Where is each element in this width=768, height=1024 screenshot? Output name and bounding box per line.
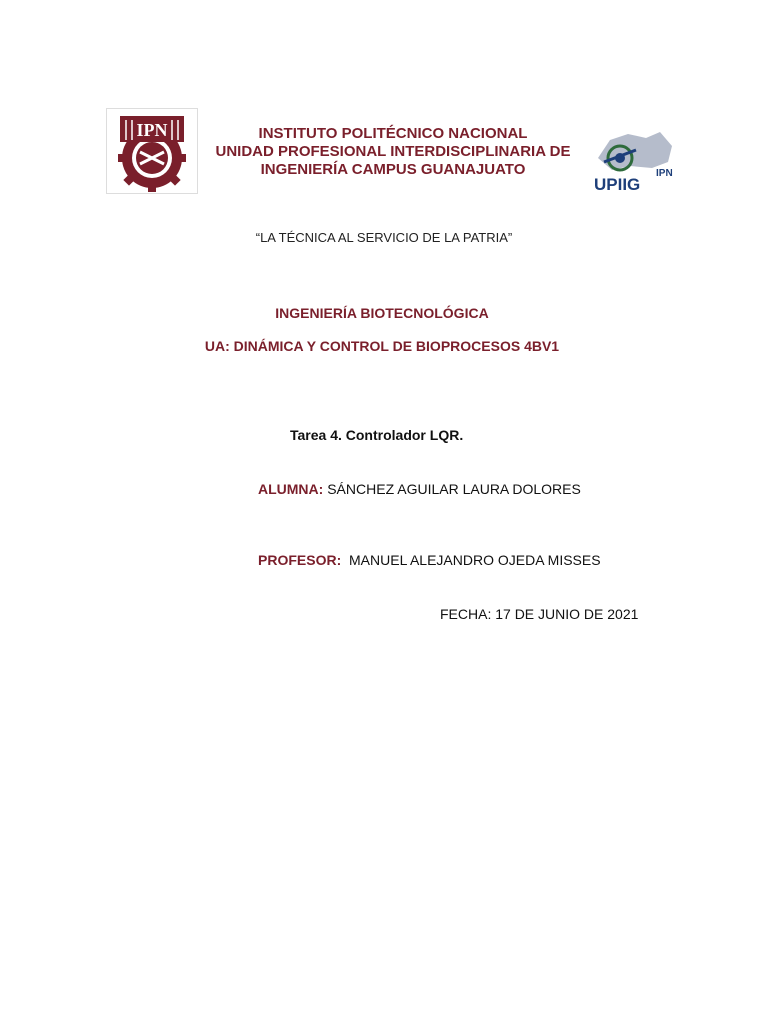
upiig-logo: [590, 128, 676, 192]
ipn-logo: [106, 108, 198, 194]
motto: “LA TÉCNICA AL SERVICIO DE LA PATRIA”: [255, 230, 513, 245]
professor-name: MANUEL ALEJANDRO OJEDA MISSES: [341, 552, 601, 568]
header-line-1: INSTITUTO POLITÉCNICO NACIONAL: [258, 125, 528, 142]
date: FECHA: 17 DE JUNIO DE 2021: [440, 606, 639, 622]
ipn-logo-text: IPN: [136, 120, 168, 140]
header-line-3: INGENIERÍA CAMPUS GUANAJUATO: [260, 161, 526, 178]
career-title: INGENIERÍA BIOTECNOLÓGICA: [275, 305, 489, 321]
course-title: UA: DINÁMICA Y CONTROL DE BIOPROCESOS 4BV1: [204, 338, 560, 354]
professor-label: PROFESOR:: [258, 552, 342, 568]
header-line-2: UNIDAD PROFESIONAL INTERDISCIPLINARIA DE: [215, 143, 571, 160]
upiig-logo-text: UPIIG: [594, 175, 641, 192]
task-title: Tarea 4. Controlador LQR.: [290, 427, 464, 443]
student-row: [258, 481, 581, 497]
student-name: SÁNCHEZ AGUILAR LAURA DOLORES: [323, 481, 581, 497]
upiig-logo-small-text: IPN: [656, 168, 673, 179]
student-label: ALUMNA:: [258, 481, 324, 497]
professor-row: [258, 552, 601, 568]
institution-header: [200, 125, 586, 179]
